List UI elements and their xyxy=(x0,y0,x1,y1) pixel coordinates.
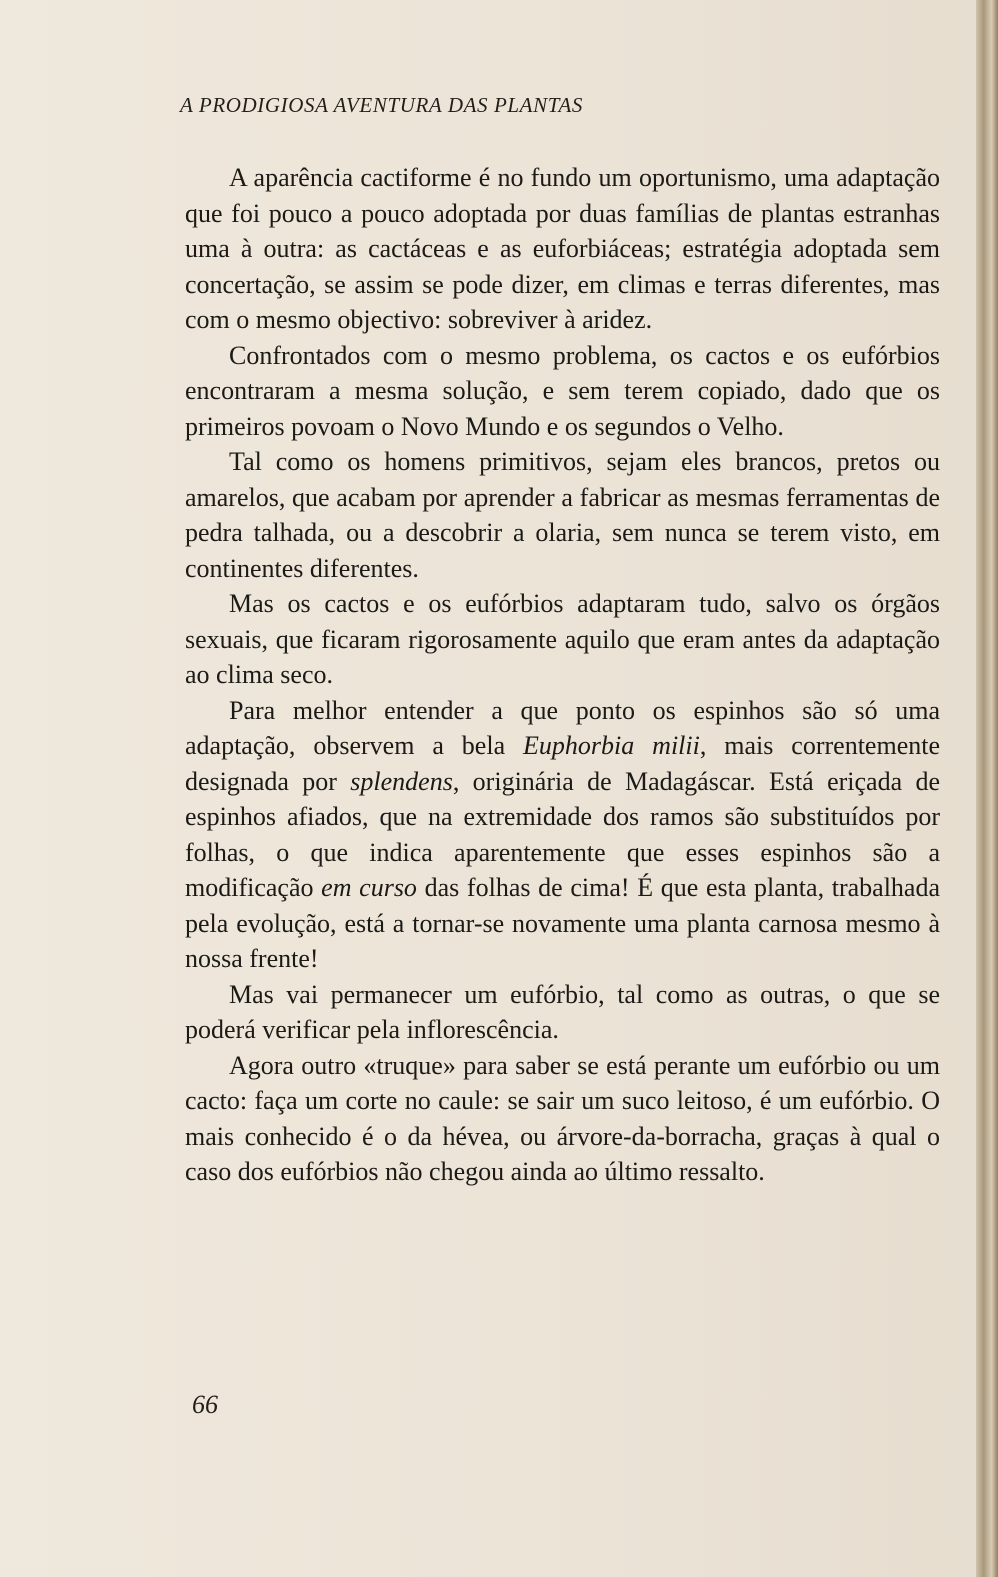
paragraph-5-part-2: , mais correntemente designada por xyxy=(185,731,940,796)
species-name-italic: Euphorbia milii xyxy=(523,731,700,760)
page-number: 66 xyxy=(192,1390,218,1419)
em-curso-italic: em curso xyxy=(321,873,417,902)
body-text xyxy=(185,160,940,1190)
paragraph-5 xyxy=(185,693,940,977)
paragraph-4: Mas os cactos e os eufórbios adaptaram tudo, salvo os órgãos sexuais, que ficaram rigorosamente aquilo que eram antes da adaptação ao clima seco. xyxy=(185,589,940,689)
paragraph-5-part-3: , originária de Madagáscar. Está eriçada de espinhos afiados, que na extremidade dos ramos são substituídos por folhas, o que indica aparentemente que esses espinhos são a modificação xyxy=(185,766,940,902)
paragraph-2: Confrontados com o mesmo problema, os cactos e os eufórbios encontraram a mesma solução, e sem terem copiado, dado que os primeiros povoam o Novo Mundo e os segundos o Velho. xyxy=(185,340,940,441)
paragraph-5-part-4: das folhas de cima! É que esta planta, trabalhada pela evolução, está a tornar-se novamente uma planta carnosa mesmo à nossa frente! xyxy=(185,873,941,973)
paragraph-7: Agora outro «truque» para saber se está perante um eufórbio ou um cacto: faça um corte no caule: se sair um suco leitoso, é um eufórbio. O mais conhecido é o da hévea, ou árvore-da-borracha, graças à qual o caso dos eufórbios não chegou ainda ao último ressalto. xyxy=(185,1050,940,1186)
paragraph-3: Tal como os homens primitivos, sejam eles brancos, pretos ou amarelos, que acabam por aprender a fabricar as mesmas ferramentas de pedra talhada, ou a descobrir a olaria, sem nunca se terem visto, em continentes diferentes. xyxy=(185,447,940,583)
running-head: A PRODIGIOSA AVENTURA DAS PLANTAS xyxy=(180,93,583,117)
variety-name-italic: splendens xyxy=(350,766,453,796)
paragraph-6: Mas vai permanecer um eufórbio, tal como as outras, o que se poderá verificar pela inflorescência. xyxy=(185,979,940,1044)
page-edge-shadow xyxy=(976,0,998,1577)
paragraph-5-part-1: Para melhor entender a que ponto os espinhos são só uma adaptação, observem a bela xyxy=(185,695,940,760)
paragraph-1: A aparência cactiforme é no fundo um oportunismo, uma adaptação que foi pouco a pouco adoptada por duas famílias de plantas estranhas uma à outra: as cactáceas e as euforbiáceas; estratégia adoptada sem concertação, se assim se pode dizer, em climas e terras diferentes, mas com o mesmo objectivo: sobreviver à aridez. xyxy=(185,163,940,334)
